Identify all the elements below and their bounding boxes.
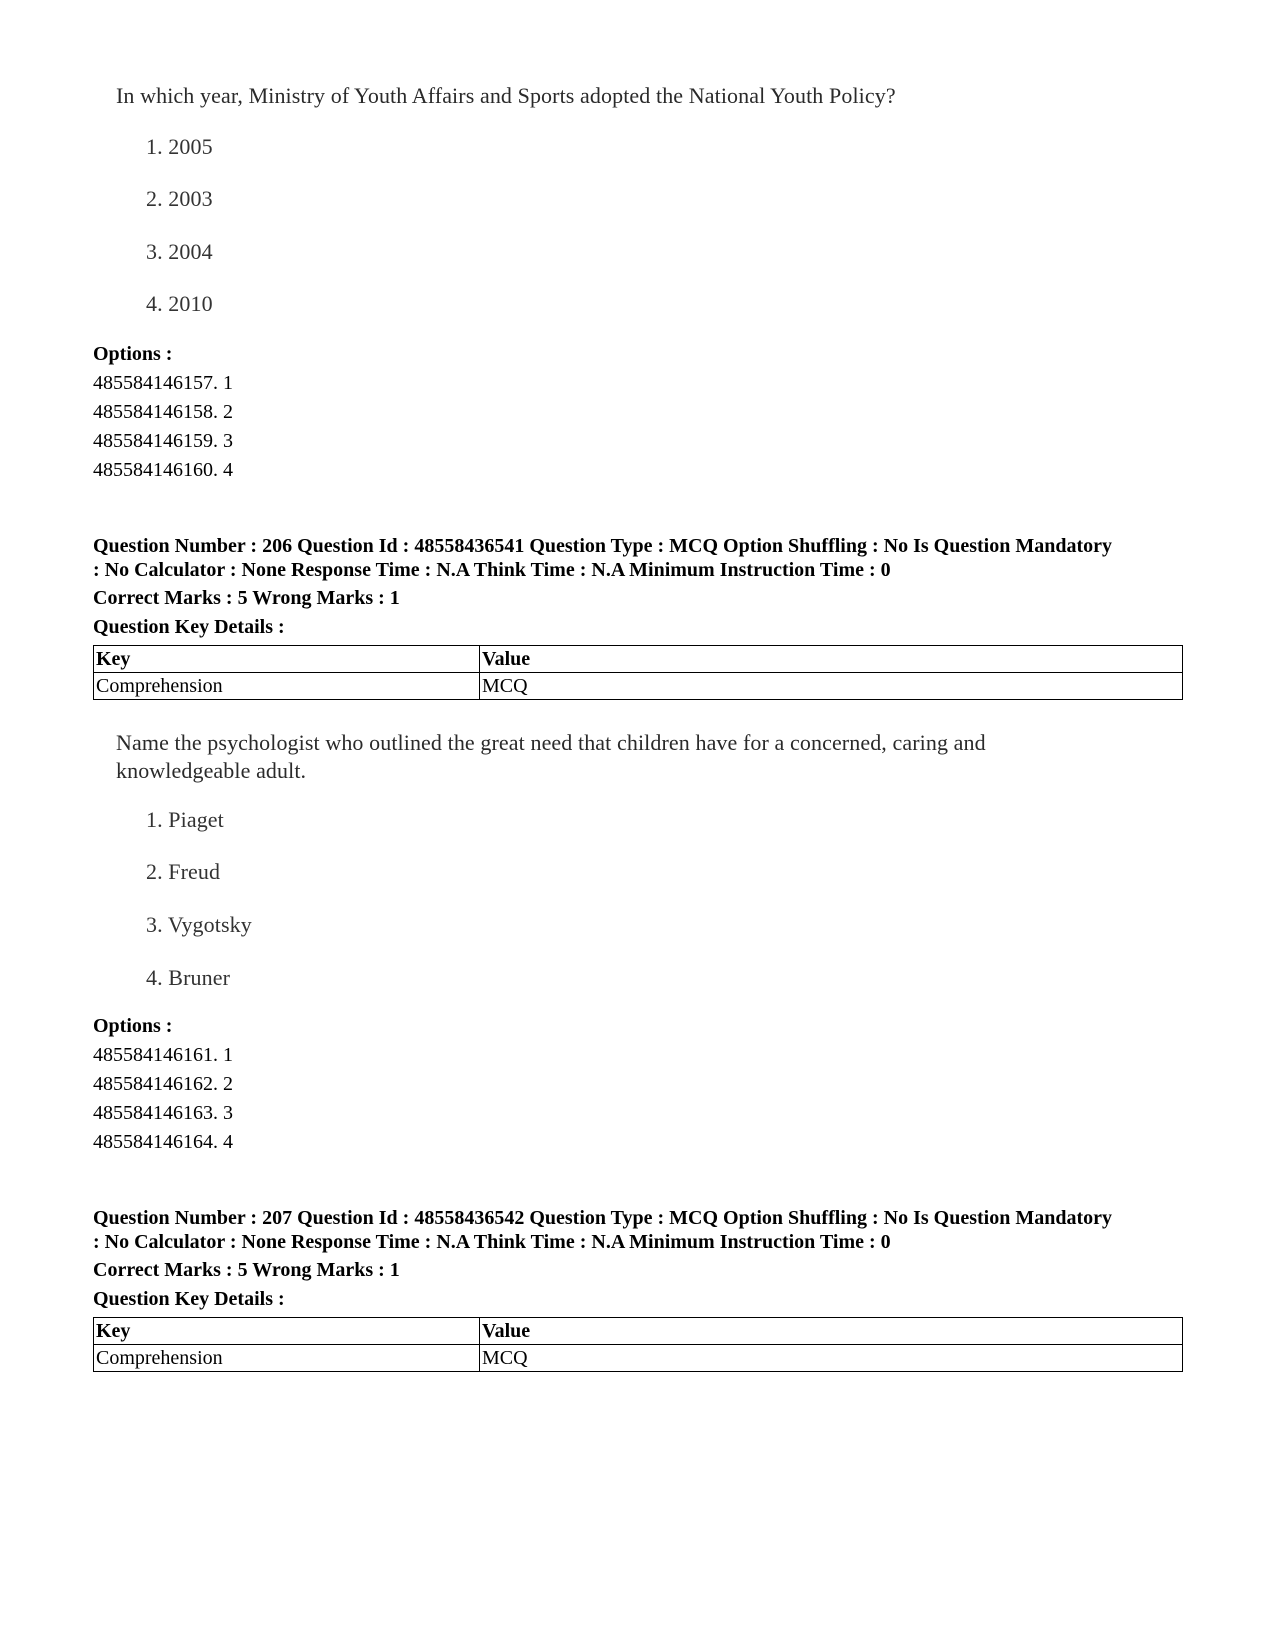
question-206-options bbox=[93, 1012, 1183, 1157]
table-cell-key: Comprehension bbox=[94, 1345, 480, 1372]
option-id-line: 485584146161. 1 bbox=[93, 1044, 233, 1066]
table-cell-value: MCQ bbox=[480, 1345, 1183, 1372]
table-header-row bbox=[94, 1318, 1183, 1345]
question-207-key-details-label: Question Key Details : bbox=[93, 1288, 285, 1310]
question-206-choice-3: 3. Vygotsky bbox=[146, 912, 252, 937]
question-205-image bbox=[116, 82, 1116, 322]
question-206-marks: Correct Marks : 5 Wrong Marks : 1 bbox=[93, 587, 400, 609]
question-206-key-details-label: Question Key Details : bbox=[93, 616, 285, 638]
table-cell-key: Comprehension bbox=[94, 673, 480, 700]
table-header-value: Value bbox=[480, 1318, 1183, 1345]
option-id-line: 485584146157. 1 bbox=[93, 372, 233, 394]
table-cell-value: MCQ bbox=[480, 673, 1183, 700]
question-207-meta-line1: Question Number : 207 Question Id : 48558436542 Question Type : MCQ Option Shuffling : No Is Question Mandatory bbox=[93, 1207, 1112, 1229]
question-206-image bbox=[116, 729, 1116, 999]
question-206-meta bbox=[93, 534, 1183, 582]
question-207-meta bbox=[93, 1206, 1183, 1254]
question-206-text-line1: Name the psychologist who outlined the great need that children have for a concerned, caring and bbox=[116, 730, 986, 755]
options-label: Options : bbox=[93, 343, 173, 365]
question-205-choice-4: 4. 2010 bbox=[146, 291, 213, 316]
question-205-text: In which year, Ministry of Youth Affairs and Sports adopted the National Youth Policy? bbox=[116, 83, 896, 108]
table-row bbox=[94, 1345, 1183, 1372]
table-header-row bbox=[94, 646, 1183, 673]
question-205-choice-2: 2. 2003 bbox=[146, 186, 213, 211]
option-id-line: 485584146159. 3 bbox=[93, 430, 233, 452]
table-row bbox=[94, 673, 1183, 700]
option-id-line: 485584146164. 4 bbox=[93, 1131, 233, 1153]
question-205-choice-3: 3. 2004 bbox=[146, 239, 213, 264]
question-206-choice-1: 1. Piaget bbox=[146, 807, 224, 832]
question-207-meta-line2: : No Calculator : None Response Time : N.A Think Time : N.A Minimum Instruction Time : 0 bbox=[93, 1231, 891, 1253]
question-206-meta-line1: Question Number : 206 Question Id : 48558436541 Question Type : MCQ Option Shuffling : No Is Question Mandatory bbox=[93, 535, 1112, 557]
question-207-key-table bbox=[93, 1317, 1183, 1372]
question-206-choice-2: 2. Freud bbox=[146, 859, 221, 884]
option-id-line: 485584146158. 2 bbox=[93, 401, 233, 423]
question-205-choice-1: 1. 2005 bbox=[146, 134, 213, 159]
question-206-key-table bbox=[93, 645, 1183, 700]
question-206-text-line2: knowledgeable adult. bbox=[116, 758, 307, 783]
options-label: Options : bbox=[93, 1015, 173, 1037]
table-header-key: Key bbox=[94, 1318, 480, 1345]
table-header-value: Value bbox=[480, 646, 1183, 673]
option-id-line: 485584146162. 2 bbox=[93, 1073, 233, 1095]
table-header-key: Key bbox=[94, 646, 480, 673]
option-id-line: 485584146163. 3 bbox=[93, 1102, 233, 1124]
question-206-meta-line2: : No Calculator : None Response Time : N.A Think Time : N.A Minimum Instruction Time : 0 bbox=[93, 559, 891, 581]
question-206-choice-4: 4. Bruner bbox=[146, 965, 230, 990]
question-207-marks: Correct Marks : 5 Wrong Marks : 1 bbox=[93, 1259, 400, 1281]
question-205-options bbox=[93, 340, 1183, 485]
option-id-line: 485584146160. 4 bbox=[93, 459, 233, 481]
